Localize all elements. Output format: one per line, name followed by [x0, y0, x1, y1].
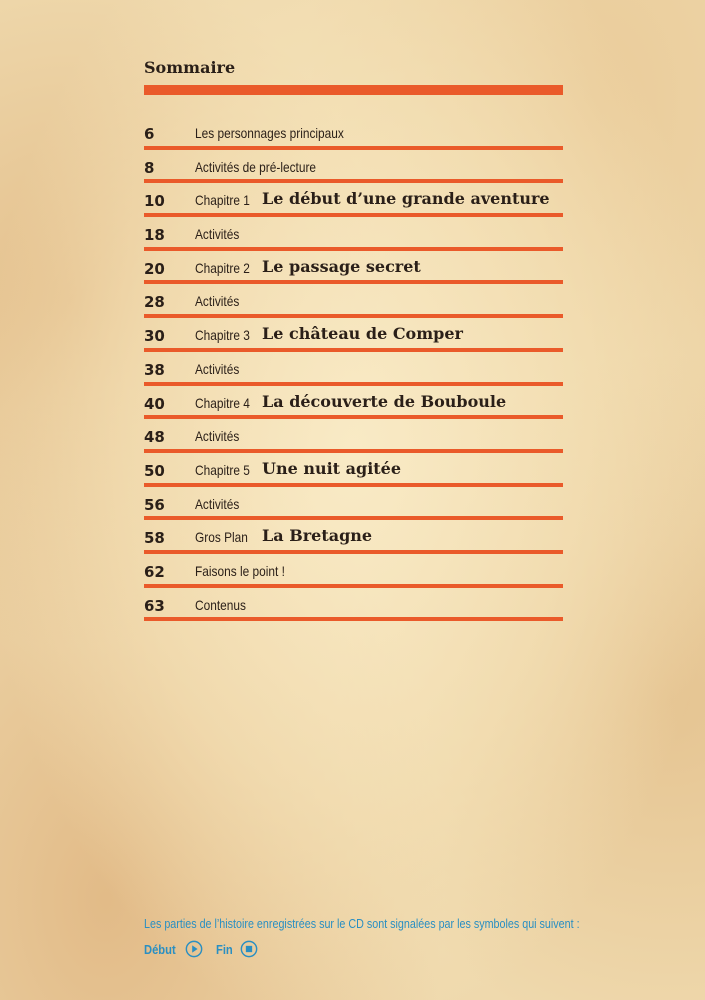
toc-row[interactable] [144, 520, 563, 554]
toc-page-number: 58 [144, 529, 165, 548]
table-of-contents [144, 116, 563, 621]
toc-chapter-title: La Bretagne [262, 526, 373, 546]
toc-row[interactable] [144, 487, 563, 521]
toc-row[interactable] [144, 284, 563, 318]
toc-row[interactable] [144, 116, 563, 150]
toc-chapter-title: Le château de Comper [262, 324, 463, 344]
toc-label: Contenus [195, 596, 246, 613]
start-label: Début [144, 941, 176, 957]
toc-label: Activités [195, 495, 240, 512]
toc-row[interactable] [144, 251, 563, 285]
toc-page-number: 48 [144, 428, 165, 447]
toc-row[interactable] [144, 386, 563, 420]
toc-page-number: 10 [144, 192, 165, 211]
toc-chapter-title: La découverte de Bouboule [262, 391, 507, 411]
toc-label: Chapitre 5 [195, 461, 250, 478]
toc-row[interactable] [144, 217, 563, 251]
toc-label: Chapitre 2 [195, 259, 250, 276]
toc-page-number: 38 [144, 360, 165, 379]
end-label: Fin [215, 941, 233, 957]
toc-row[interactable] [144, 183, 563, 217]
stop-circle-icon [240, 940, 258, 958]
toc-page-number: 63 [144, 596, 165, 615]
toc-chapter-title: Le début d’une grande aventure [262, 189, 550, 209]
title-divider [144, 85, 563, 95]
toc-page-number: 40 [144, 394, 165, 413]
toc-page-number: 30 [144, 327, 165, 346]
toc-page-number: 28 [144, 293, 165, 312]
toc-row[interactable] [144, 150, 563, 184]
toc-page-number: 18 [144, 226, 165, 245]
toc-page-number: 8 [144, 158, 155, 177]
toc-page-number: 62 [144, 562, 165, 581]
toc-chapter-title: Le passage secret [262, 256, 421, 276]
toc-label: Activités [195, 226, 240, 243]
toc-label: Gros Plan [195, 529, 248, 546]
toc-label: Activités [195, 293, 240, 310]
toc-label: Activités [195, 428, 240, 445]
toc-label: Faisons le point ! [195, 562, 285, 579]
toc-row[interactable] [144, 419, 563, 453]
toc-page-number: 50 [144, 461, 165, 480]
toc-row[interactable] [144, 318, 563, 352]
page-title: Sommaire [144, 58, 236, 77]
toc-row[interactable] [144, 588, 563, 622]
play-circle-icon [185, 940, 203, 958]
toc-row[interactable] [144, 554, 563, 588]
audio-note: Les parties de l’histoire enregistrées sur le CD sont signalées par les symboles qui suivent : [144, 917, 580, 931]
toc-label: Chapitre 4 [195, 394, 250, 411]
toc-label: Chapitre 3 [195, 327, 250, 344]
toc-page-number: 6 [144, 125, 155, 143]
toc-label: Chapitre 1 [195, 192, 250, 209]
audio-legend [144, 940, 258, 960]
toc-label: Les personnages principaux [195, 125, 344, 141]
toc-row[interactable] [144, 352, 563, 386]
toc-row[interactable] [144, 453, 563, 487]
toc-label: Activités de pré-lecture [195, 158, 317, 175]
toc-chapter-title: Une nuit agitée [262, 458, 402, 478]
toc-page-number: 56 [144, 495, 165, 514]
toc-page-number: 20 [144, 259, 165, 278]
toc-label: Activités [195, 360, 240, 377]
